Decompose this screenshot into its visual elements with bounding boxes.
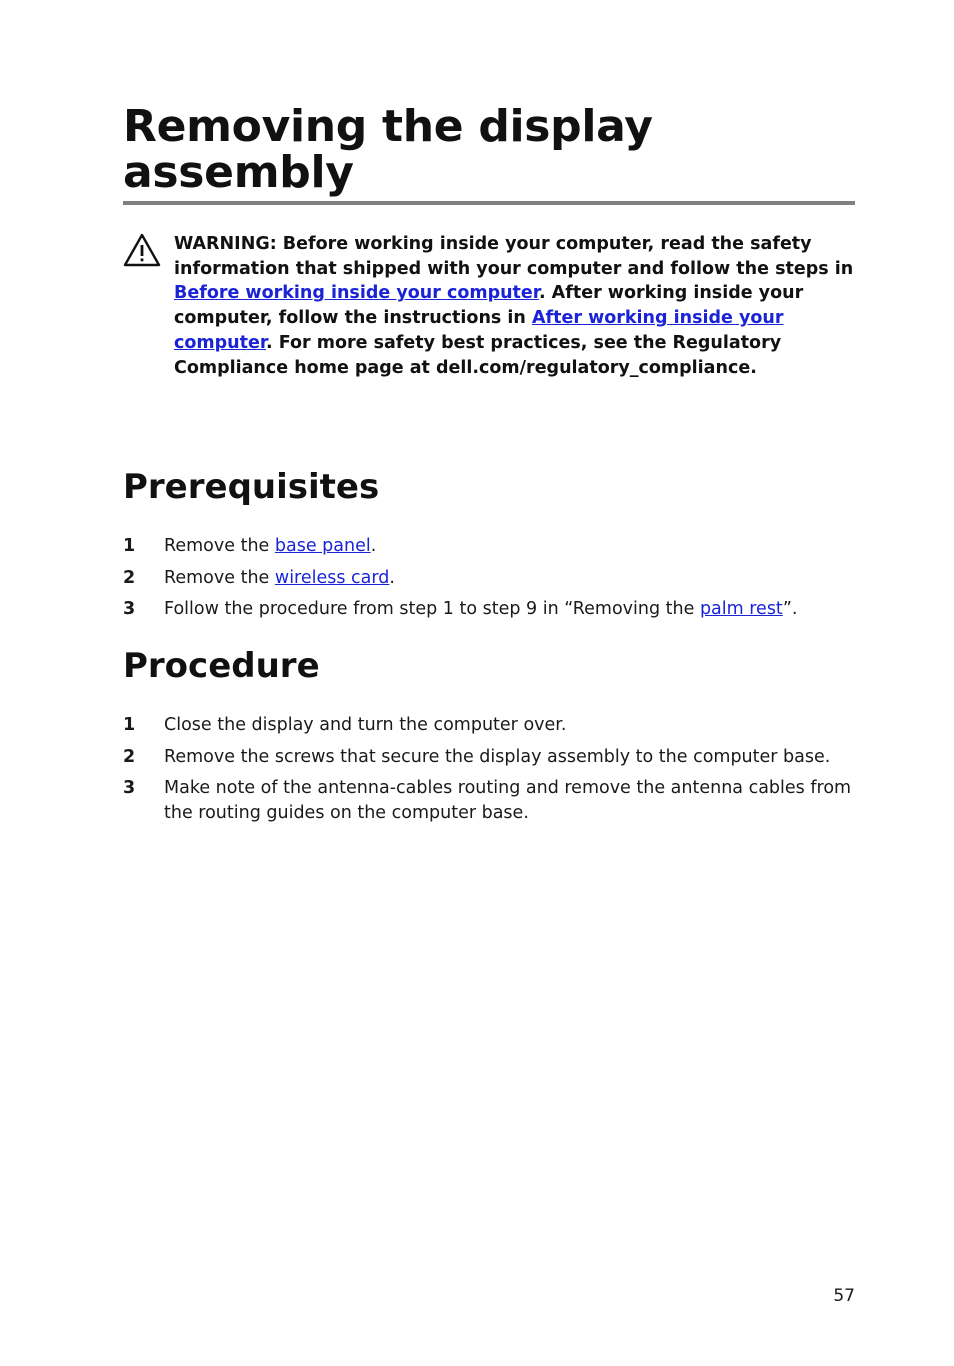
warning-text-part: . For more safety best practices, see the Regulatory Compliance home page at dell.com/regulatory_compliance. [174,332,782,378]
list-item [123,597,855,622]
step-text-part: ”. [782,599,798,620]
step-text: Close the display and turn the computer over. [164,715,567,735]
wireless-card-link[interactable]: wireless card [274,567,390,588]
step-text-part: Follow the procedure from step 1 to step 9 in “Removing the [164,599,700,620]
manual-page [123,0,855,1366]
page-title: Removing the display assembly [123,101,653,198]
base-panel-link[interactable]: base panel [274,536,371,556]
step-text-part: Remove the [164,567,275,588]
list-item [123,776,855,825]
palm-rest-link[interactable]: palm rest [699,599,783,620]
prerequisites-list [123,534,855,622]
step-text-part: . [370,536,377,556]
step-number: 2 [123,567,136,588]
step-text [164,534,855,559]
page-number: 57 [833,1286,855,1306]
step-number: 3 [123,599,136,620]
step-text-part: Remove the [164,536,275,556]
title-divider [123,201,855,205]
prerequisites-heading: Prerequisites [123,467,380,507]
step-number: 3 [123,778,136,799]
warning-triangle-icon [123,232,161,268]
warning-text-part: . After working inside your computer, follow the instructions in [174,283,804,329]
step-text: Remove the screws that secure the display assembly to the computer base. [164,746,831,767]
procedure-heading: Procedure [123,646,320,686]
list-item [123,534,855,559]
step-text-part: . [389,567,395,588]
step-text [164,597,855,622]
after-working-inside-link[interactable]: After working inside your computer [174,308,784,353]
before-working-inside-link[interactable]: Before working inside your computer [174,283,539,304]
list-item [123,745,855,770]
warning-text [174,232,858,380]
procedure-list [123,713,855,826]
step-number: 1 [123,715,136,735]
warning-text-part: WARNING: Before working inside your computer, read the safety information that shipped with your computer and follow the steps in [174,234,854,279]
step-number: 1 [123,536,136,556]
step-number: 2 [123,746,136,767]
step-text [164,566,855,591]
list-item [123,566,855,591]
step-text: Make note of the antenna-cables routing and remove the antenna cables from the routing guides on the computer base. [164,778,852,824]
list-item [123,713,855,738]
